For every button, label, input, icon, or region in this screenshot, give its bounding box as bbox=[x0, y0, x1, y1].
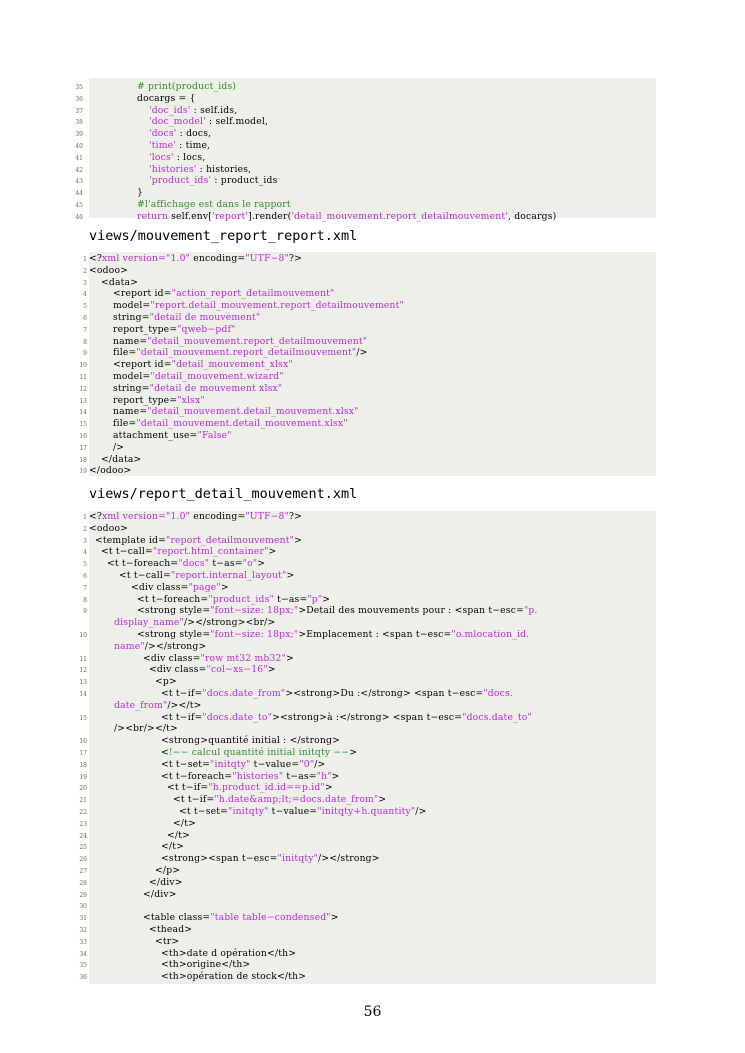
line-number: 4 bbox=[83, 549, 87, 557]
line-number: 13 bbox=[79, 397, 87, 405]
code-text: <!−− calcul quantité initial initqty −−> bbox=[161, 747, 358, 758]
line-number: 12 bbox=[79, 385, 87, 393]
code-line bbox=[75, 116, 656, 128]
line-number: 11 bbox=[79, 655, 87, 663]
code-text: 'time' : time, bbox=[149, 140, 211, 151]
code-text: string="detail de mouvement xlsx" bbox=[113, 382, 283, 394]
code-line bbox=[79, 758, 656, 771]
code-text: </div> bbox=[143, 888, 177, 900]
line-number: 45 bbox=[75, 202, 83, 209]
line-number: 18 bbox=[79, 456, 87, 464]
code-text: report_type="xlsx" bbox=[113, 394, 205, 406]
code-text: </t> bbox=[173, 817, 196, 829]
line-number: 40 bbox=[75, 143, 83, 150]
code-line bbox=[79, 935, 656, 948]
code-text: <th>origine</th> bbox=[161, 959, 251, 971]
code-text: 'doc_ids' : self.ids, bbox=[149, 104, 238, 116]
code-line bbox=[83, 323, 656, 336]
line-number: 7 bbox=[83, 326, 87, 334]
line-number: 35 bbox=[75, 84, 83, 91]
line-number: 5 bbox=[83, 561, 87, 569]
line-number: 39 bbox=[75, 131, 83, 139]
code-text: name"/></strong> bbox=[114, 640, 207, 652]
line-number: 43 bbox=[75, 178, 83, 186]
code-line bbox=[79, 865, 656, 877]
line-number: 3 bbox=[83, 279, 87, 287]
line-number: 1 bbox=[83, 256, 87, 263]
code-text: /><br/></t> bbox=[114, 723, 178, 735]
line-number: 44 bbox=[75, 190, 83, 198]
line-number: 21 bbox=[79, 797, 87, 805]
line-number: 8 bbox=[83, 596, 87, 604]
line-number: 26 bbox=[79, 856, 87, 864]
code-line bbox=[83, 593, 656, 606]
line-number: 27 bbox=[79, 868, 87, 875]
code-line bbox=[79, 770, 656, 783]
code-text: <table class="table table−condensed"> bbox=[143, 912, 339, 924]
code-text: string="detail de mouvement" bbox=[113, 312, 261, 323]
code-text: <t t−if="h.date&amp;lt;=docs.date_from"> bbox=[173, 794, 387, 806]
code-text: # print(product_ids) bbox=[137, 81, 237, 92]
code-line bbox=[79, 912, 656, 924]
code-line bbox=[79, 782, 656, 794]
code-line bbox=[79, 711, 656, 724]
line-number: 32 bbox=[79, 927, 87, 934]
code-line bbox=[83, 534, 656, 547]
line-number: 16 bbox=[79, 433, 87, 440]
code-line bbox=[83, 546, 656, 558]
code-line bbox=[79, 747, 656, 759]
code-text: <strong style="font−size: 18px;">Emplacement : <span t−esc="o.mlocation_id. bbox=[137, 629, 530, 640]
line-number: 35 bbox=[79, 962, 87, 970]
code-text: 'docs' : docs, bbox=[149, 128, 212, 140]
line-number: 25 bbox=[79, 844, 87, 852]
code-text: <data> bbox=[101, 276, 139, 288]
code-text: date_from"/></t> bbox=[114, 699, 202, 711]
code-line bbox=[79, 430, 656, 442]
code-text: <odoo> bbox=[89, 522, 129, 534]
line-number: 16 bbox=[79, 738, 87, 746]
code-line bbox=[83, 581, 656, 594]
line-number: 31 bbox=[79, 915, 87, 923]
code-text: } bbox=[137, 187, 144, 199]
line-number: 2 bbox=[83, 525, 87, 533]
code-text: <t t−if="docs.date_from"><strong>Du :</strong> <span t−esc="docs. bbox=[161, 688, 513, 699]
line-number: 8 bbox=[83, 338, 87, 346]
code-text: <t t−set="initqty" t−value="0"/> bbox=[161, 758, 326, 770]
code-line bbox=[75, 151, 656, 164]
line-number: 19 bbox=[79, 468, 87, 476]
code-line bbox=[83, 605, 656, 617]
page-number: 56 bbox=[363, 1004, 382, 1020]
code-line bbox=[75, 210, 656, 223]
code-text: </p> bbox=[155, 865, 181, 876]
line-number: 24 bbox=[79, 832, 87, 840]
code-line bbox=[79, 652, 656, 665]
code-line bbox=[83, 312, 656, 324]
code-text: <t t−if="docs.date_to"><strong>à :</strong> <span t−esc="docs.date_to" bbox=[161, 711, 532, 723]
code-line bbox=[83, 335, 656, 348]
line-number: 1 bbox=[83, 514, 87, 521]
code-text: <th>opération de stock</th> bbox=[161, 971, 307, 983]
code-line bbox=[79, 394, 656, 407]
line-number: 29 bbox=[79, 891, 87, 899]
code-line bbox=[83, 558, 656, 570]
line-number: 36 bbox=[75, 95, 83, 103]
code-text: </div> bbox=[149, 876, 183, 888]
code-text: <t t−if="h.product_id.id==p.id"> bbox=[167, 782, 333, 794]
code-line-continuation bbox=[89, 723, 656, 735]
code-text: <tr> bbox=[155, 935, 180, 947]
code-text: <t t−call="report.internal_layout"> bbox=[119, 570, 295, 581]
code-text: <strong>quantité initial : </strong> bbox=[161, 735, 340, 747]
code-line bbox=[83, 264, 656, 277]
line-number: 34 bbox=[79, 950, 87, 958]
line-number: 15 bbox=[79, 714, 87, 722]
line-number: 10 bbox=[79, 362, 87, 370]
code-text: </t> bbox=[167, 829, 190, 841]
code-line bbox=[75, 199, 656, 211]
code-line bbox=[83, 347, 656, 359]
code-text: <p> bbox=[155, 676, 177, 688]
line-number: 3 bbox=[83, 537, 87, 545]
line-number: 10 bbox=[79, 632, 87, 639]
code-text: <t t−foreach="docs" t−as="o"> bbox=[107, 558, 266, 570]
code-text: docargs = { bbox=[137, 92, 196, 104]
code-line bbox=[79, 418, 656, 430]
code-text: <t t−foreach="histories" t−as="h"> bbox=[161, 770, 340, 782]
code-line bbox=[75, 175, 656, 187]
code-text: <div class="page"> bbox=[131, 581, 229, 593]
code-line bbox=[83, 570, 656, 582]
code-text: </t> bbox=[161, 841, 184, 853]
code-text: <report id="detail_mouvement_xlsx" bbox=[113, 359, 293, 371]
line-number: 13 bbox=[79, 679, 87, 687]
code-line bbox=[79, 947, 656, 960]
code-line bbox=[75, 163, 656, 176]
code-block-report-detail-xml bbox=[79, 511, 656, 984]
code-line bbox=[79, 841, 656, 853]
code-line bbox=[79, 465, 656, 477]
code-text: <report id="action_report_detailmouvement" bbox=[113, 288, 335, 300]
line-number: 41 bbox=[75, 154, 83, 162]
code-line bbox=[79, 629, 656, 641]
line-number: 12 bbox=[79, 667, 87, 675]
code-line bbox=[75, 187, 656, 199]
code-text: /> bbox=[113, 441, 125, 453]
code-line bbox=[79, 829, 656, 842]
code-text: <t t−foreach="product_ids" t−as="p"> bbox=[137, 593, 331, 605]
line-number: 22 bbox=[79, 809, 87, 816]
code-line bbox=[79, 676, 656, 688]
code-text: name="detail_mouvement.report_detailmouvement" bbox=[113, 335, 368, 347]
line-number: 37 bbox=[75, 107, 83, 115]
code-text: file="detail_mouvement.report_detailmouvement"/> bbox=[113, 347, 368, 359]
code-line bbox=[79, 888, 656, 901]
line-number: 6 bbox=[83, 573, 87, 580]
code-line bbox=[79, 971, 656, 983]
code-line-continuation bbox=[89, 641, 656, 653]
code-line bbox=[79, 453, 656, 466]
line-number: 28 bbox=[79, 879, 87, 887]
code-line bbox=[79, 688, 656, 700]
code-line bbox=[79, 359, 656, 371]
code-text: <?xml version="1.0" encoding="UTF−8"?> bbox=[89, 253, 303, 264]
code-line bbox=[75, 140, 656, 152]
code-line bbox=[79, 876, 656, 889]
code-text: <odoo> bbox=[89, 264, 129, 276]
code-line bbox=[83, 522, 656, 535]
code-line bbox=[79, 900, 656, 912]
code-line bbox=[79, 735, 656, 747]
code-line bbox=[79, 371, 656, 383]
line-number: 38 bbox=[75, 119, 83, 127]
line-number: 9 bbox=[83, 350, 87, 358]
code-line bbox=[79, 382, 656, 395]
line-number: 18 bbox=[79, 761, 87, 769]
code-line bbox=[75, 92, 656, 105]
code-line bbox=[79, 406, 656, 418]
line-number: 2 bbox=[83, 267, 87, 275]
line-number: 4 bbox=[83, 291, 87, 299]
code-line bbox=[75, 128, 656, 140]
code-line bbox=[83, 276, 656, 289]
line-number: 15 bbox=[79, 421, 87, 429]
code-text: <div class="row mt32 mb32"> bbox=[143, 652, 294, 664]
code-text: <?xml version="1.0" encoding="UTF−8"?> bbox=[89, 511, 303, 522]
heading-mouvement-report: views/mouvement_report_report.xml bbox=[89, 228, 358, 244]
code-text: model="report.detail_mouvement.report_detailmouvement" bbox=[113, 300, 404, 312]
code-text: <t t−call="report.html_container"> bbox=[101, 546, 277, 558]
code-line bbox=[79, 924, 656, 936]
code-block-mouvement-report-xml bbox=[79, 252, 656, 477]
heading-report-detail: views/report_detail_mouvement.xml bbox=[89, 486, 358, 502]
code-line bbox=[79, 441, 656, 454]
line-number: 7 bbox=[83, 584, 87, 592]
line-number: 17 bbox=[79, 444, 87, 452]
code-block-python bbox=[75, 78, 656, 222]
code-line bbox=[79, 806, 656, 818]
code-text: display_name"/></strong><br/> bbox=[114, 617, 276, 629]
line-number: 9 bbox=[83, 608, 87, 616]
line-number: 19 bbox=[79, 773, 87, 781]
line-number: 5 bbox=[83, 303, 87, 311]
code-text: 'product_ids' : product_ids bbox=[149, 175, 278, 187]
code-text: <template id="report_detailmouvement"> bbox=[95, 534, 303, 546]
code-text: #l'affichage est dans le rapport bbox=[137, 199, 291, 210]
code-text: name="detail_mouvement.detail_mouvement.xlsx" bbox=[113, 406, 359, 418]
line-number: 11 bbox=[79, 374, 87, 381]
code-text: file="detail_mouvement.detail_mouvement.xlsx" bbox=[113, 418, 348, 430]
code-line-continuation bbox=[89, 617, 656, 629]
code-text: <th>date d opération</th> bbox=[161, 947, 297, 959]
code-text: attachment_use="False" bbox=[113, 430, 232, 441]
code-line bbox=[79, 794, 656, 806]
line-number: 36 bbox=[79, 974, 87, 982]
code-line bbox=[83, 288, 656, 300]
code-line bbox=[83, 511, 656, 523]
line-number: 6 bbox=[83, 315, 87, 322]
code-text: 'histories' : histories, bbox=[149, 163, 252, 175]
code-line bbox=[75, 104, 656, 117]
code-line-continuation bbox=[89, 700, 656, 712]
code-line bbox=[79, 664, 656, 676]
code-text: </odoo> bbox=[89, 465, 132, 477]
line-number: 14 bbox=[79, 409, 87, 417]
line-number: 30 bbox=[79, 903, 87, 911]
line-number: 42 bbox=[75, 166, 83, 174]
line-number: 23 bbox=[79, 820, 87, 828]
code-line bbox=[79, 959, 656, 971]
line-number: 14 bbox=[79, 691, 87, 698]
code-line bbox=[79, 853, 656, 865]
code-line bbox=[83, 253, 656, 265]
code-text: </data> bbox=[101, 453, 142, 465]
line-number: 17 bbox=[79, 750, 87, 757]
line-number: 20 bbox=[79, 785, 87, 793]
code-text: <div class="col−xs−16"> bbox=[149, 664, 276, 676]
code-line bbox=[75, 81, 656, 93]
code-text: <strong><span t−esc="initqty"/></strong> bbox=[161, 853, 380, 865]
code-text: <t t−set="initqty" t−value="initqty+h.quantity"/> bbox=[179, 806, 427, 817]
code-line bbox=[79, 817, 656, 830]
code-text: model="detail_mouvement.wizard" bbox=[113, 371, 284, 382]
line-number: 33 bbox=[79, 938, 87, 946]
code-text: 'doc_model' : self.model, bbox=[149, 116, 269, 128]
code-text: <strong style="font−size: 18px;">Detail des mouvements pour : <span t−esc="p. bbox=[137, 605, 538, 617]
code-line bbox=[83, 300, 656, 312]
line-number: 46 bbox=[75, 213, 83, 221]
code-text: return self.env['report'].render('detail_mouvement.report_detailmouvement', docargs) bbox=[137, 210, 557, 222]
code-text: 'locs' : locs, bbox=[149, 151, 206, 163]
code-text: report_type="qweb−pdf" bbox=[113, 323, 236, 335]
code-text: <thead> bbox=[149, 924, 193, 935]
